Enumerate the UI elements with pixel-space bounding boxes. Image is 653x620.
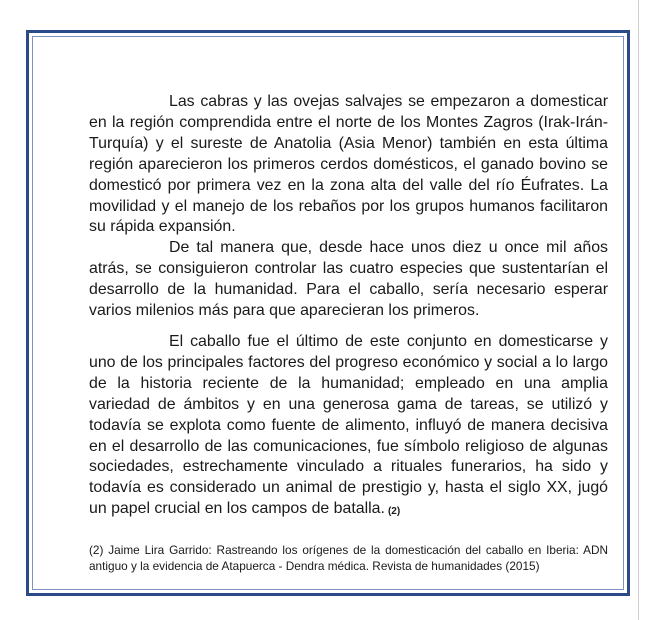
page-edge-rule xyxy=(638,0,639,620)
citation-mark: (2) xyxy=(387,506,401,518)
paragraph-four-species: De tal manera que, desde hace unos diez u once mil años atrás, se consiguieron controlar las cuatro especies que sustentarían el desarrollo de la humanidad. Para el caballo, sería necesario esperar varios milenios más para que aparecieran los primeros. xyxy=(89,239,608,320)
body-text xyxy=(89,92,608,523)
paragraph-domestication: Las cabras y las ovejas salvajes se empezaron a domesticar en la región comprendida entre el norte de los Montes Zagros (Irak-Irán-Turquía) y el sureste de Anatolia (Asia Menor) también en esta última región aparecieron los primeros cerdos domésticos, el ganado bovino se domesticó por primera vez en la zona alta del valle del río Éufrates. La movilidad y el manejo de los rebaños por los grupos humanos facilitaron su rápida expansión. xyxy=(89,93,608,236)
footnote: (2) Jaime Lira Garrido: Rastreando los orígenes de la domesticación del caballo en Iberia: ADN antiguo y la evidencia de Atapuerca - Dendra médica. Revista de humanidades (2015) xyxy=(89,543,608,573)
paragraph-horse xyxy=(89,332,608,523)
paragraph-horse-text: El caballo fue el último de este conjunto en domesticarse y uno de los principales factores del progreso económico y social a lo largo de la historia reciente de la humanidad; empleado en una amplia variedad de ámbitos y en una generosa gama de tareas, se utilizó y todavía se explota como fuente de alimento, influyó de manera decisiva en el desarrollo de las comunicaciones, fue símbolo religioso de algunas sociedades, estrechamente vinculado a rituales funerarios, ha sido y todavía es considerado un animal de prestigio y, hasta el siglo XX, jugó un papel crucial en los campos de batalla. xyxy=(89,332,608,518)
